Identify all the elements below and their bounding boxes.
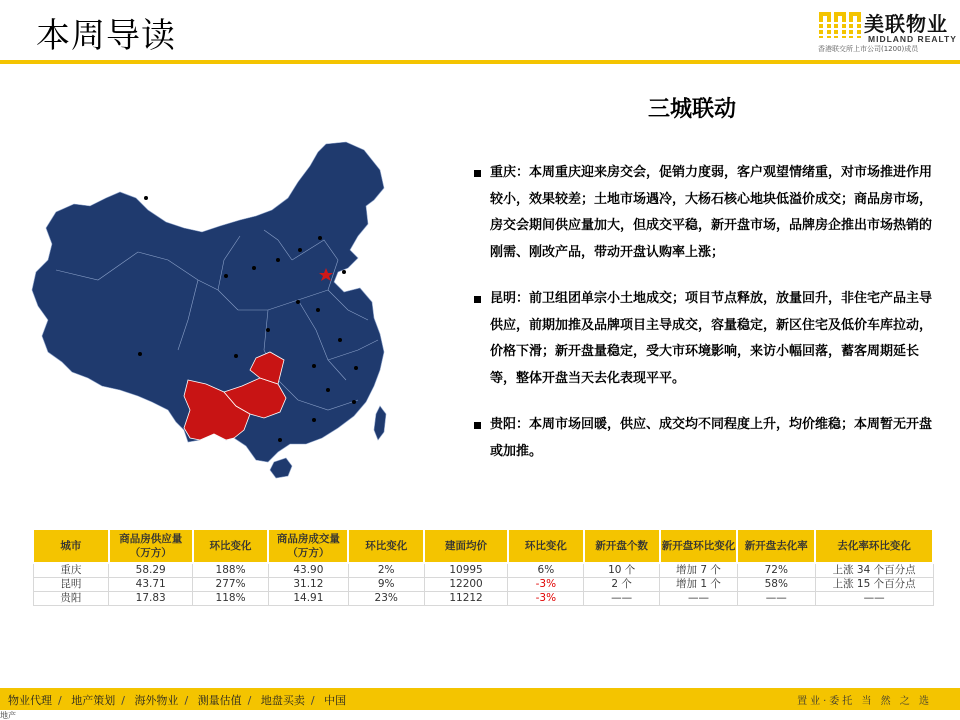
bullet-square-icon xyxy=(474,170,481,177)
cell-supply-change: 277% xyxy=(193,578,269,592)
table-header-row xyxy=(33,529,933,563)
footer-nav-separator: / xyxy=(121,694,125,707)
map-city-dot xyxy=(252,266,256,270)
cell-new-openings: 10 个 xyxy=(584,563,660,578)
map-city-dot xyxy=(138,352,142,356)
cell-price-change: -3% xyxy=(508,592,584,606)
cell-deals-change: 9% xyxy=(348,578,424,592)
commentary-item-chongqing xyxy=(474,160,934,266)
cell-supply: 17.83 xyxy=(109,592,193,606)
footer-bar xyxy=(0,688,960,710)
commentary-item-guiyang xyxy=(474,412,934,465)
cell-openings-change: —— xyxy=(660,592,738,606)
commentary-text: 重庆：本周重庆迎来房交会，促销力度弱，客户观望情绪重，对市场推进作用较小，效果较差；土地市场遇冷，大杨石核心地块低溢价成交；商品房市场，房交会期间供应量加大，但成交平稳，新开盘市场，品牌房企推出市场热销的刚需、刚改产品，带动开盘认购率上涨； xyxy=(490,165,933,260)
cell-deals: 43.90 xyxy=(268,563,348,578)
map-city-dot xyxy=(298,248,302,252)
cell-price-change: -3% xyxy=(508,578,584,592)
col-header-avg-price: 建面均价 xyxy=(424,529,508,563)
map-city-dot xyxy=(352,400,356,404)
header-divider xyxy=(0,60,960,64)
logo-name-cn: 美联物业 xyxy=(864,12,948,36)
col-header-supply: 商品房供应量（万方） xyxy=(109,529,193,563)
table-row xyxy=(33,563,933,578)
footer-nav-item[interactable]: 中国 xyxy=(324,694,347,707)
map-city-dot xyxy=(276,258,280,262)
cell-city: 昆明 xyxy=(33,578,109,592)
col-header-absorption: 新开盘去化率 xyxy=(737,529,815,563)
china-map xyxy=(28,140,428,490)
footer-nav-item[interactable]: 测量估值 xyxy=(197,694,242,707)
page-title: 本周导读 xyxy=(36,16,176,56)
cell-supply-change: 188% xyxy=(193,563,269,578)
map-city-dot xyxy=(278,438,282,442)
cell-avg-price: 11212 xyxy=(424,592,508,606)
bullet-square-icon xyxy=(474,422,481,429)
footer-tag: 地产 xyxy=(0,711,16,720)
cell-new-openings: —— xyxy=(584,592,660,606)
footer-nav-separator: / xyxy=(247,694,252,707)
commentary-list xyxy=(474,160,934,485)
cell-new-openings: 2 个 xyxy=(584,578,660,592)
col-header-deals: 商品房成交量（万方） xyxy=(268,529,348,563)
col-header-city: 城市 xyxy=(33,529,109,563)
commentary-text: 贵阳：本周市场回暖，供应、成交均不同程度上升，均价维稳；本周暂无开盘或加推。 xyxy=(490,417,933,459)
market-data-table xyxy=(32,528,934,606)
map-city-dot xyxy=(338,338,342,342)
cell-city: 贵阳 xyxy=(33,592,109,606)
cell-avg-price: 12200 xyxy=(424,578,508,592)
china-map-taiwan xyxy=(374,406,386,440)
logo-mark-icon xyxy=(818,10,862,40)
map-city-dot xyxy=(342,270,346,274)
col-header-absorption-change: 去化率环比变化 xyxy=(815,529,933,563)
cell-absorption: —— xyxy=(737,592,815,606)
bullet-square-icon xyxy=(474,296,481,303)
cell-absorption-change: —— xyxy=(815,592,933,606)
cell-absorption-change: 上涨 15 个百分点 xyxy=(815,578,933,592)
col-header-price-change: 环比变化 xyxy=(508,529,584,563)
map-city-dot xyxy=(144,196,148,200)
col-header-supply-change: 环比变化 xyxy=(193,529,269,563)
commentary-text: 昆明：前卫组团单宗小土地成交；项目节点释放，放量回升，非住宅产品主导供应，前期加推及品牌项目主导成交，容量稳定，新区住宅及低价车库拉动，价格下滑；新开盘量稳定，受大市环境影响，来访小幅回落，蓄客周期延长等，整体开盘当天去化表现平平。 xyxy=(490,291,933,386)
cell-absorption: 58% xyxy=(737,578,815,592)
cell-openings-change: 增加 1 个 xyxy=(660,578,738,592)
cell-absorption: 72% xyxy=(737,563,815,578)
map-city-dot xyxy=(296,300,300,304)
map-city-dot xyxy=(318,236,322,240)
map-city-dot xyxy=(312,364,316,368)
china-map-hainan xyxy=(270,458,292,478)
logo-name-en: MIDLAND REALTY xyxy=(868,34,957,44)
footer-nav-separator: / xyxy=(58,694,62,707)
col-header-new-openings: 新开盘个数 xyxy=(584,529,660,563)
footer-nav-item[interactable]: 地盘买卖 xyxy=(260,694,305,707)
col-header-openings-change: 新开盘环比变化 xyxy=(660,529,738,563)
cell-deals: 14.91 xyxy=(268,592,348,606)
table-row xyxy=(33,578,933,592)
cell-price-change: 6% xyxy=(508,563,584,578)
table-row xyxy=(33,592,933,606)
company-logo xyxy=(818,8,958,54)
footer-nav-item[interactable]: 地产策划 xyxy=(71,694,116,707)
map-city-dot xyxy=(326,388,330,392)
cell-supply-change: 118% xyxy=(193,592,269,606)
footer-nav xyxy=(8,692,346,708)
map-city-dot xyxy=(312,418,316,422)
footer-nav-item[interactable]: 物业代理 xyxy=(8,694,52,707)
map-city-dot xyxy=(224,274,228,278)
cell-deals-change: 23% xyxy=(348,592,424,606)
map-city-dot xyxy=(316,308,320,312)
commentary-item-kunming xyxy=(474,286,934,392)
cell-supply: 58.29 xyxy=(109,563,193,578)
logo-subtitle: 香港联交所上市公司(1200)成员 xyxy=(818,45,919,53)
cell-absorption-change: 上涨 34 个百分点 xyxy=(815,563,933,578)
cell-avg-price: 10995 xyxy=(424,563,508,578)
cell-deals-change: 2% xyxy=(348,563,424,578)
cell-supply: 43.71 xyxy=(109,578,193,592)
footer-nav-separator: / xyxy=(310,694,315,707)
footer-nav-item[interactable]: 海外物业 xyxy=(134,694,179,707)
cell-deals: 31.12 xyxy=(268,578,348,592)
footer-slogan: 置业·委托 当 然 之 选 xyxy=(797,696,932,707)
col-header-deals-change: 环比变化 xyxy=(348,529,424,563)
section-title: 三城联动 xyxy=(648,97,737,122)
map-city-dot xyxy=(234,354,238,358)
map-city-dot xyxy=(354,366,358,370)
cell-city: 重庆 xyxy=(33,563,109,578)
footer-nav-separator: / xyxy=(184,694,189,707)
cell-openings-change: 增加 7 个 xyxy=(660,563,738,578)
map-city-dot xyxy=(266,328,270,332)
